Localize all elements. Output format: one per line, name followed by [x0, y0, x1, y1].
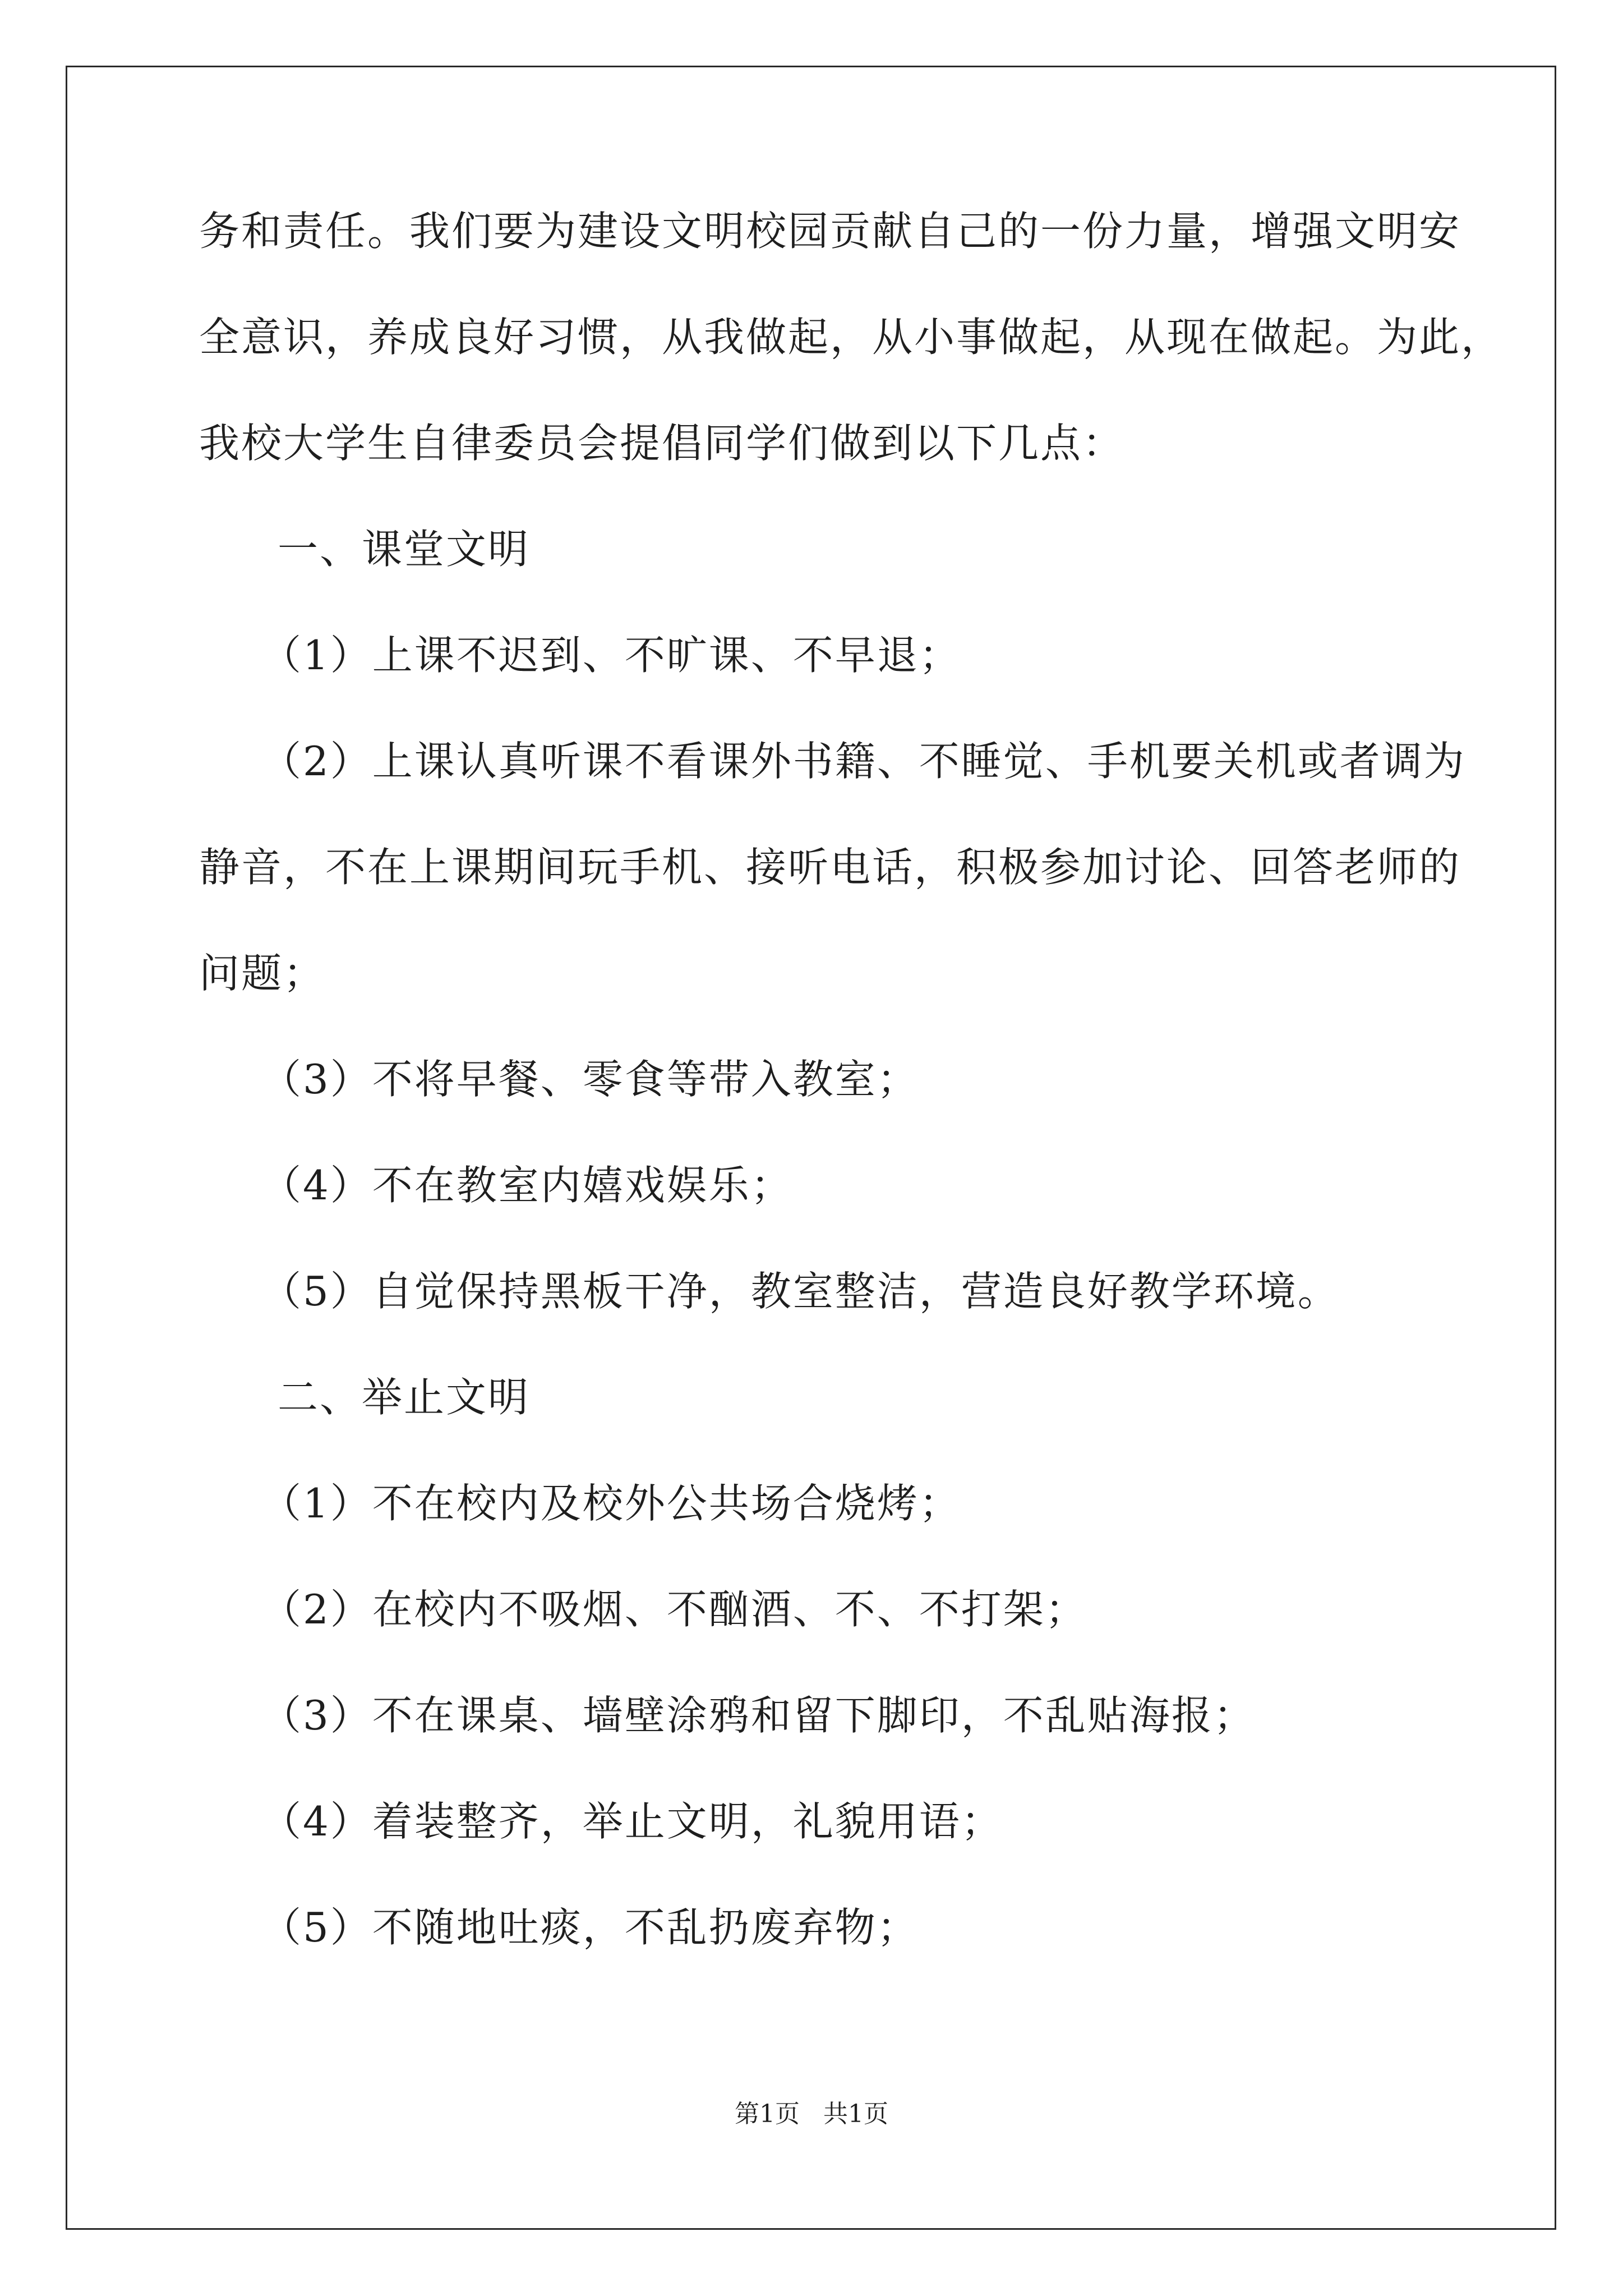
list-item: （5）自觉保持黑板干净，教室整洁，营造良好教学环境。 [261, 1268, 1340, 1315]
list-item: （2）上课认真听课不看课外书籍、不睡觉、手机要关机或者调为 [261, 738, 1466, 785]
list-item: （3）不在课桌、墙壁涂鸦和留下脚印，不乱贴海报； [261, 1692, 1256, 1739]
page-number-footer: 第1页 共1页 [735, 2100, 888, 2128]
list-item: （4）着装整齐，举止文明，礼貌用语； [261, 1798, 1003, 1845]
list-item: （3）不将早餐、零食等带入教室； [261, 1056, 919, 1103]
list-item-continuation: 问题； [199, 950, 326, 997]
list-item-continuation: 静音，不在上课期间玩手机、接听电话，积极参加讨论、回答老师的 [199, 844, 1461, 891]
section-heading-behavior: 二、举止文明 [278, 1374, 531, 1421]
list-item: （2）在校内不吸烟、不酗酒、不、不打架； [261, 1586, 1087, 1633]
list-item: （1）不在校内及校外公共场合烧烤； [261, 1480, 961, 1527]
paragraph-line: 全意识，养成良好习惯，从我做起，从小事做起，从现在做起。为此， [199, 314, 1504, 361]
document-body [199, 208, 1504, 2013]
paragraph-line: 我校大学生自律委员会提倡同学们做到以下几点： [199, 420, 1125, 467]
section-heading-classroom: 一、课堂文明 [278, 526, 531, 573]
list-item: （1）上课不迟到、不旷课、不早退； [261, 632, 961, 679]
list-item: （5）不随地吐痰，不乱扔废弃物； [261, 1904, 919, 1951]
list-item: （4）不在教室内嬉戏娱乐； [261, 1162, 793, 1209]
paragraph-line: 务和责任。我们要为建设文明校园贡献自己的一份力量，增强文明安 [199, 208, 1461, 255]
